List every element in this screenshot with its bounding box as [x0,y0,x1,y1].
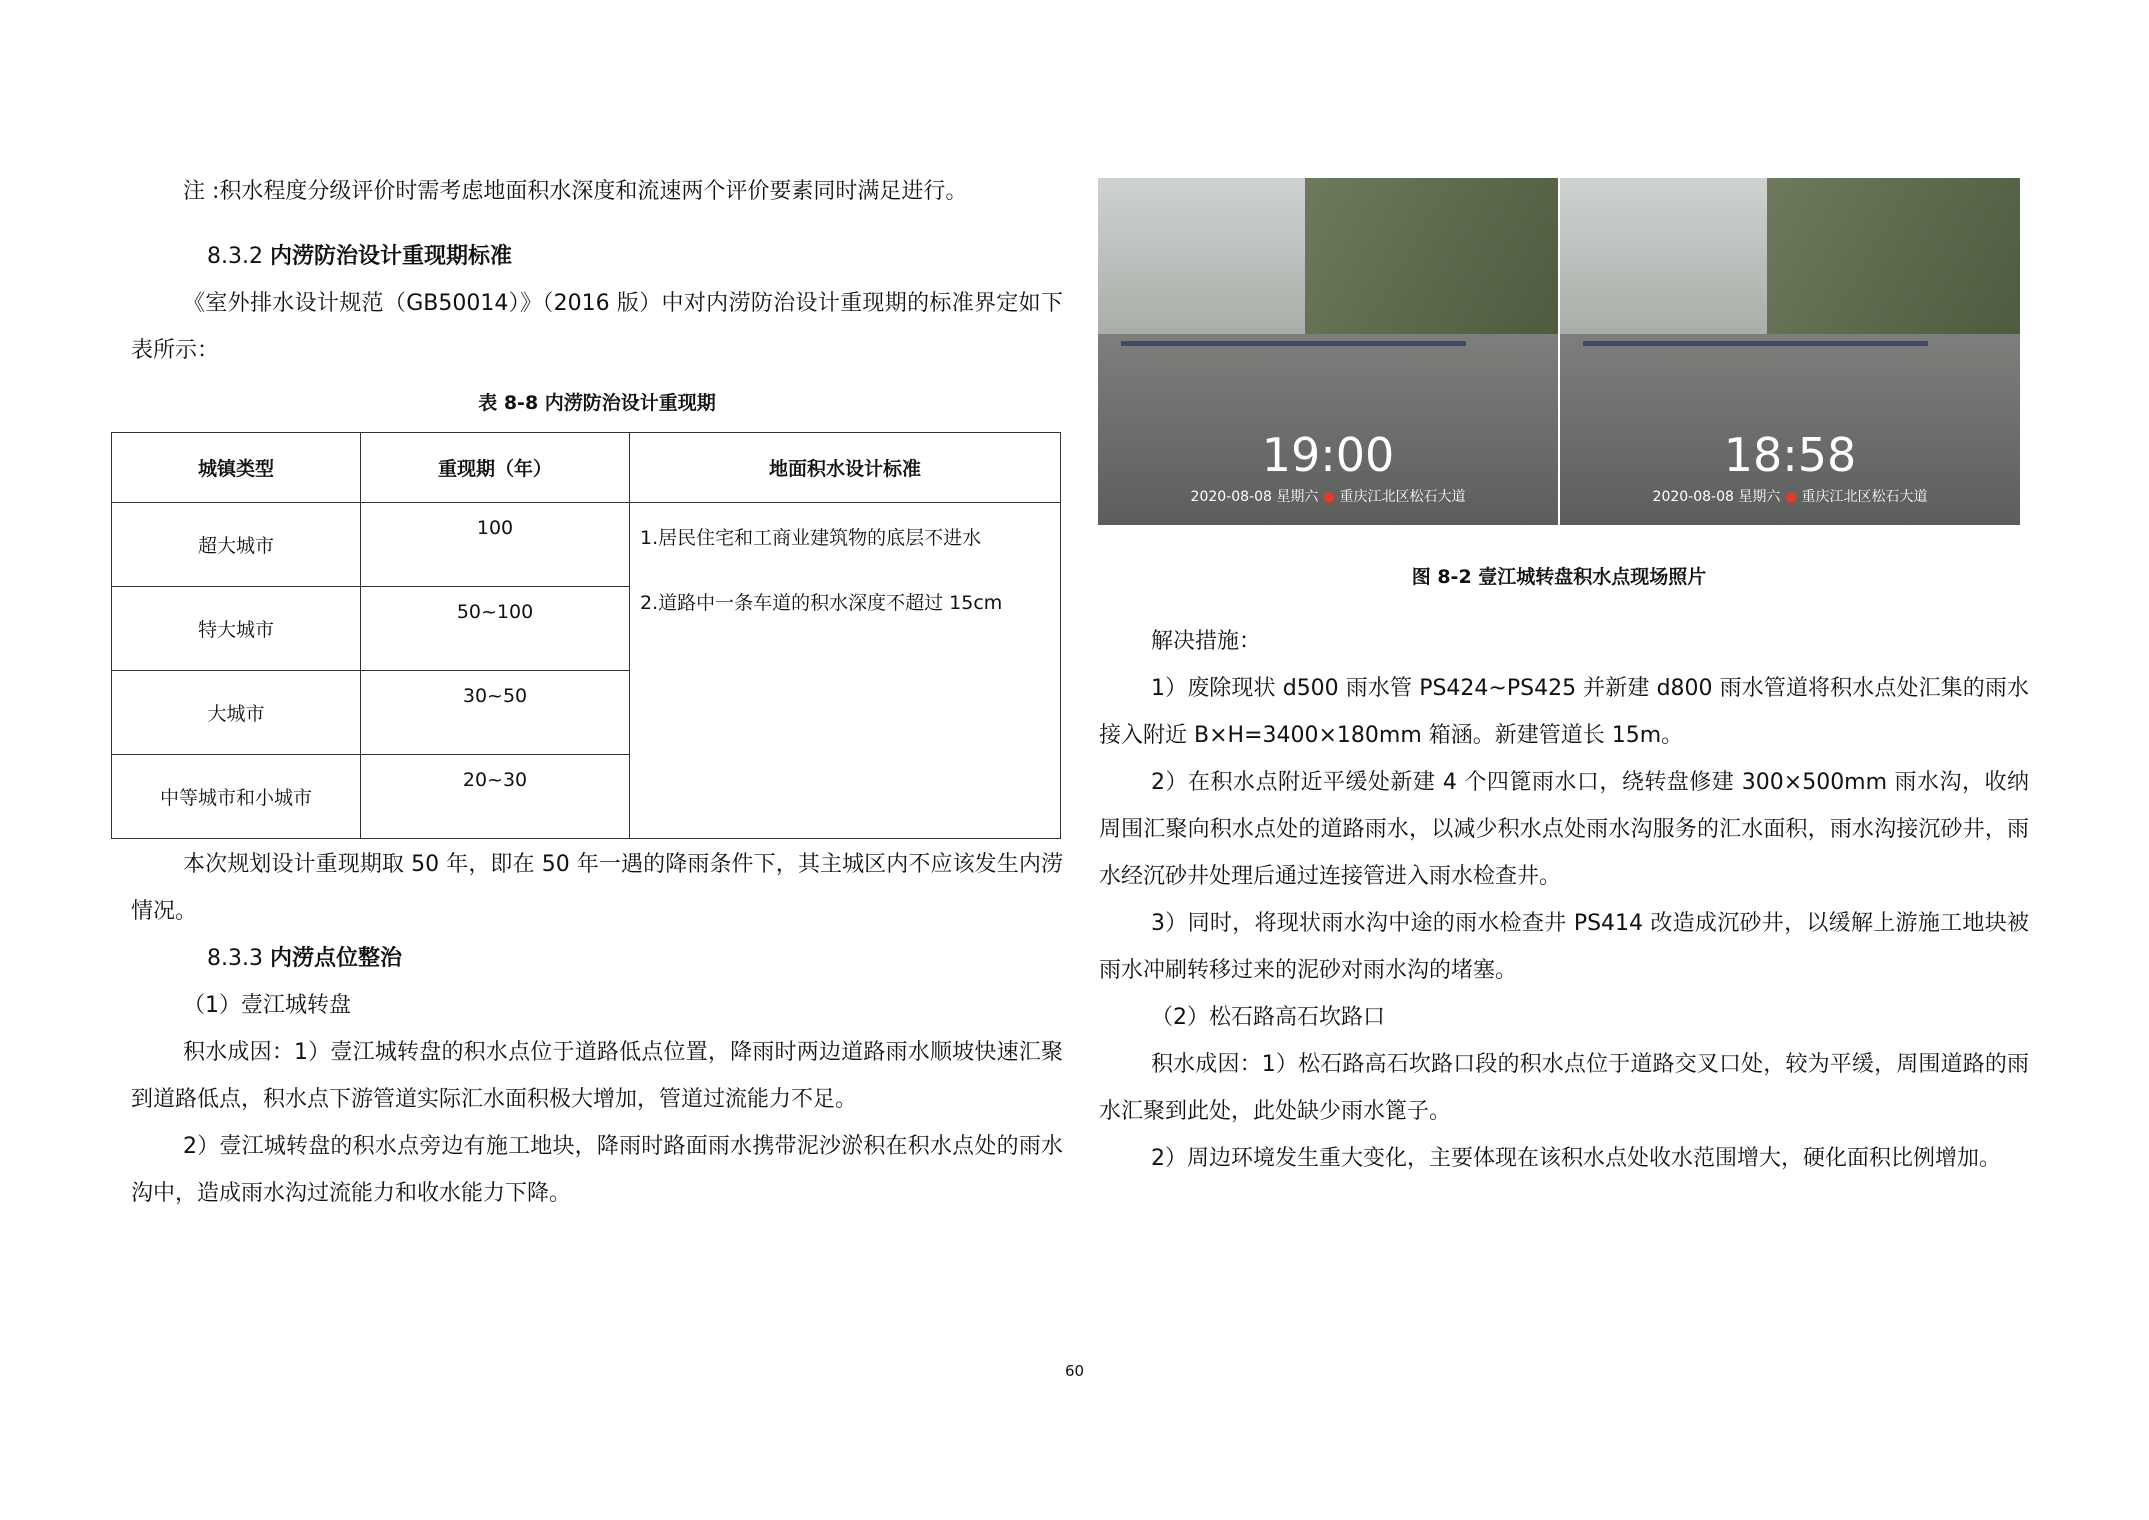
table-cell: 中等城市和小城市 [112,755,361,839]
location-pin-icon: ● [1322,489,1336,505]
photo-guardrail [1583,341,1928,346]
left-column [131,168,1063,1217]
photo-location: 重庆江北区松石大道 [1801,489,1928,505]
photo-caption [1098,486,1558,506]
cause-paragraph: 2）壹江城转盘的积水点旁边有施工地块，降雨时路面雨水携带泥沙淤积在积水点处的雨水沟中，造成雨水沟过流能力和收水能力下降。 [131,1134,1063,1206]
table-cell: 100 [361,503,630,587]
table-header: 城镇类型 [112,433,361,503]
section-number: 8.3.3 [207,946,263,971]
table-row [112,503,1061,587]
photo-location: 重庆江北区松石大道 [1339,489,1466,505]
section-heading-833 [131,935,1063,982]
section-title: 内涝点位整治 [269,946,402,971]
solution-title: 解决措施： [1151,629,1262,654]
photo-timestamp: 18:58 [1723,428,1857,482]
photo-timestamp: 19:00 [1261,428,1395,482]
subsection-title: （1）壹江城转盘 [183,993,351,1018]
solution-paragraph: 3）同时，将现状雨水沟中途的雨水检查井 PS414 改造成沉砂井，以缓解上游施工地块被雨水冲刷转移过来的泥砂对雨水沟的堵塞。 [1099,911,2029,983]
table-cell: 大城市 [112,671,361,755]
standard-line: 2.道路中一条车道的积水深度不超过 15cm [640,592,1003,614]
location-pin-icon: ● [1784,489,1798,505]
table-cell: 50~100 [361,587,630,671]
table-header: 地面积水设计标准 [630,433,1061,503]
figure-caption: 图 8-2 壹江城转盘积水点现场照片 [1411,566,1707,588]
solution-paragraph: 2）在积水点附近平缓处新建 4 个四篦雨水口，绕转盘修建 300×500mm 雨水沟，收纳周围汇聚向积水点处的道路雨水，以减少积水点处雨水沟服务的汇水面积，雨水沟接沉砂井，雨水经沉砂井处理后通过连接管进入雨水检查井。 [1099,770,2029,889]
photo-date: 2020-08-08 星期六 [1652,489,1781,505]
site-photo [1560,178,2020,525]
right-column [1099,618,2029,1182]
solution-paragraph: 1）废除现状 d500 雨水管 PS424~PS425 并新建 d800 雨水管道将积水点处汇集的雨水接入附近 B×H=3400×180mm 箱涵。新建管道长 15m。 [1099,676,2029,748]
table-header: 重现期（年） [361,433,630,503]
cause-paragraph: 积水成因：1）松石路高石坎路口段的积水点位于道路交叉口处，较为平缓，周围道路的雨水汇聚到此处，此处缺少雨水篦子。 [1099,1052,2030,1124]
table-cell: 30~50 [361,671,630,755]
photo-hillside [1305,178,1558,352]
photo-hillside [1767,178,2020,352]
table-caption: 表 8-8 内涝防治设计重现期 [478,392,716,414]
note-text: 注 :积水程度分级评价时需考虑地面积水深度和流速两个评价要素同时满足进行。 [183,179,968,204]
standard-cell [630,503,1061,839]
photo-date: 2020-08-08 星期六 [1190,489,1319,505]
cause-paragraph: 积水成因：1）壹江城转盘的积水点位于道路低点位置，降雨时两边道路雨水顺坡快速汇聚到道路低点，积水点下游管道实际汇水面积极大增加，管道过流能力不足。 [131,1040,1064,1112]
photo-caption [1560,486,2020,506]
table-header-row [112,433,1061,503]
design-period-table [111,432,1061,839]
after-table-paragraph: 本次规划设计重现期取 50 年，即在 50 年一遇的降雨条件下，其主城区内不应该发生内涝情况。 [131,852,1063,924]
section-heading-832 [131,233,1063,280]
site-photos [1098,178,2020,525]
intro-paragraph: 《室外排水设计规范（GB50014）》（2016 版）中对内涝防治设计重现期的标准界定如下表所示： [131,291,1063,363]
table-cell: 20~30 [361,755,630,839]
standard-line: 1.居民住宅和工商业建筑物的底层不进水 [640,527,982,549]
table-cell: 超大城市 [112,503,361,587]
cause-paragraph: 2）周边环境发生重大变化，主要体现在该积水点处收水范围增大，硬化面积比例增加。 [1151,1146,2001,1171]
photo-guardrail [1121,341,1466,346]
section-number: 8.3.2 [207,244,263,269]
site-photo [1098,178,1558,525]
page-number: 60 [1064,1362,1085,1380]
subsection-title: （2）松石路高石坎路口 [1151,1005,1385,1030]
table-cell: 特大城市 [112,587,361,671]
section-title: 内涝防治设计重现期标准 [269,244,512,269]
